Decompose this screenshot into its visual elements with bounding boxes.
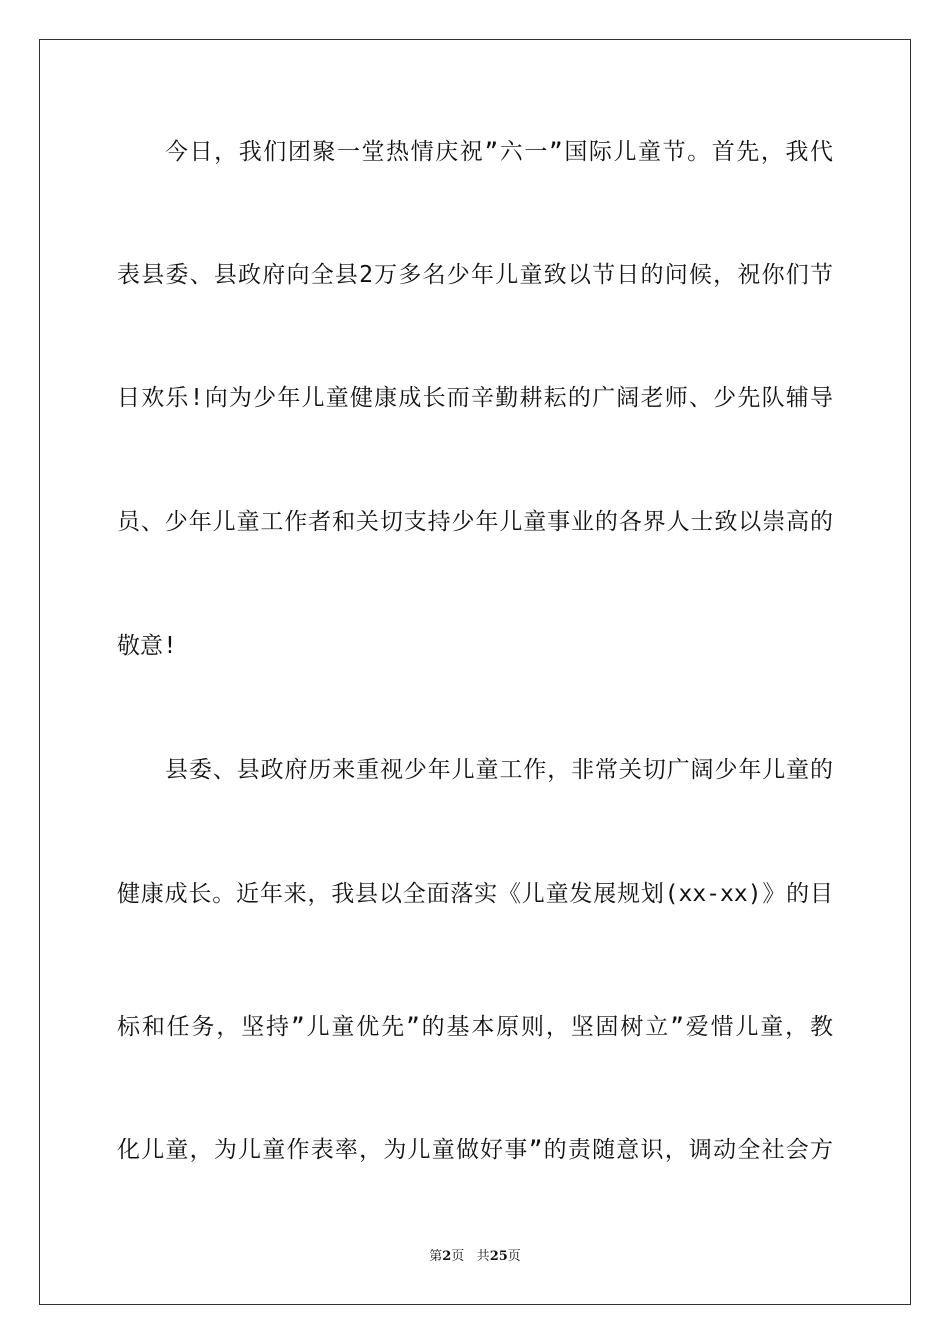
paragraph-line: 员、少年儿童工作者和关切支持少年儿童事业的各界人士致以崇高的 — [117, 509, 833, 535]
page-suffix: 页 — [451, 1249, 465, 1264]
total-pages: 25 — [489, 1249, 508, 1264]
paragraph-line: 县委、县政府历来重视少年儿童工作，非常关切广阔少年儿童的 — [165, 757, 833, 783]
paragraph-line: 化儿童，为儿童作表率，为儿童做好事”的责随意识，调动全社会方 — [117, 1137, 833, 1163]
page-number: 2 — [442, 1249, 452, 1264]
paragraph-line: 表县委、县政府向全县2万多名少年儿童致以节日的问候，祝你们节 — [117, 262, 833, 288]
paragraph-line: 健康成长。近年来，我县以全面落实《儿童发展规划(xx-xx)》的目 — [117, 881, 833, 907]
paragraph-line: 今日，我们团聚一堂热情庆祝”六一”国际儿童节。首先，我代 — [165, 139, 833, 165]
total-suffix: 页 — [507, 1249, 521, 1264]
page-prefix: 第 — [429, 1249, 443, 1264]
total-prefix: 共 — [476, 1249, 490, 1264]
page-border — [39, 39, 911, 1305]
page-footer — [0, 1245, 950, 1264]
paragraph-line: 日欢乐!向为少年儿童健康成长而辛勤耕耘的广阔老师、少先队辅导 — [117, 385, 833, 411]
paragraph-line: 标和任务，坚持”儿童优先”的基本原则，坚固树立”爱惜儿童，教 — [117, 1014, 833, 1040]
paragraph-line: 敬意! — [117, 633, 177, 659]
